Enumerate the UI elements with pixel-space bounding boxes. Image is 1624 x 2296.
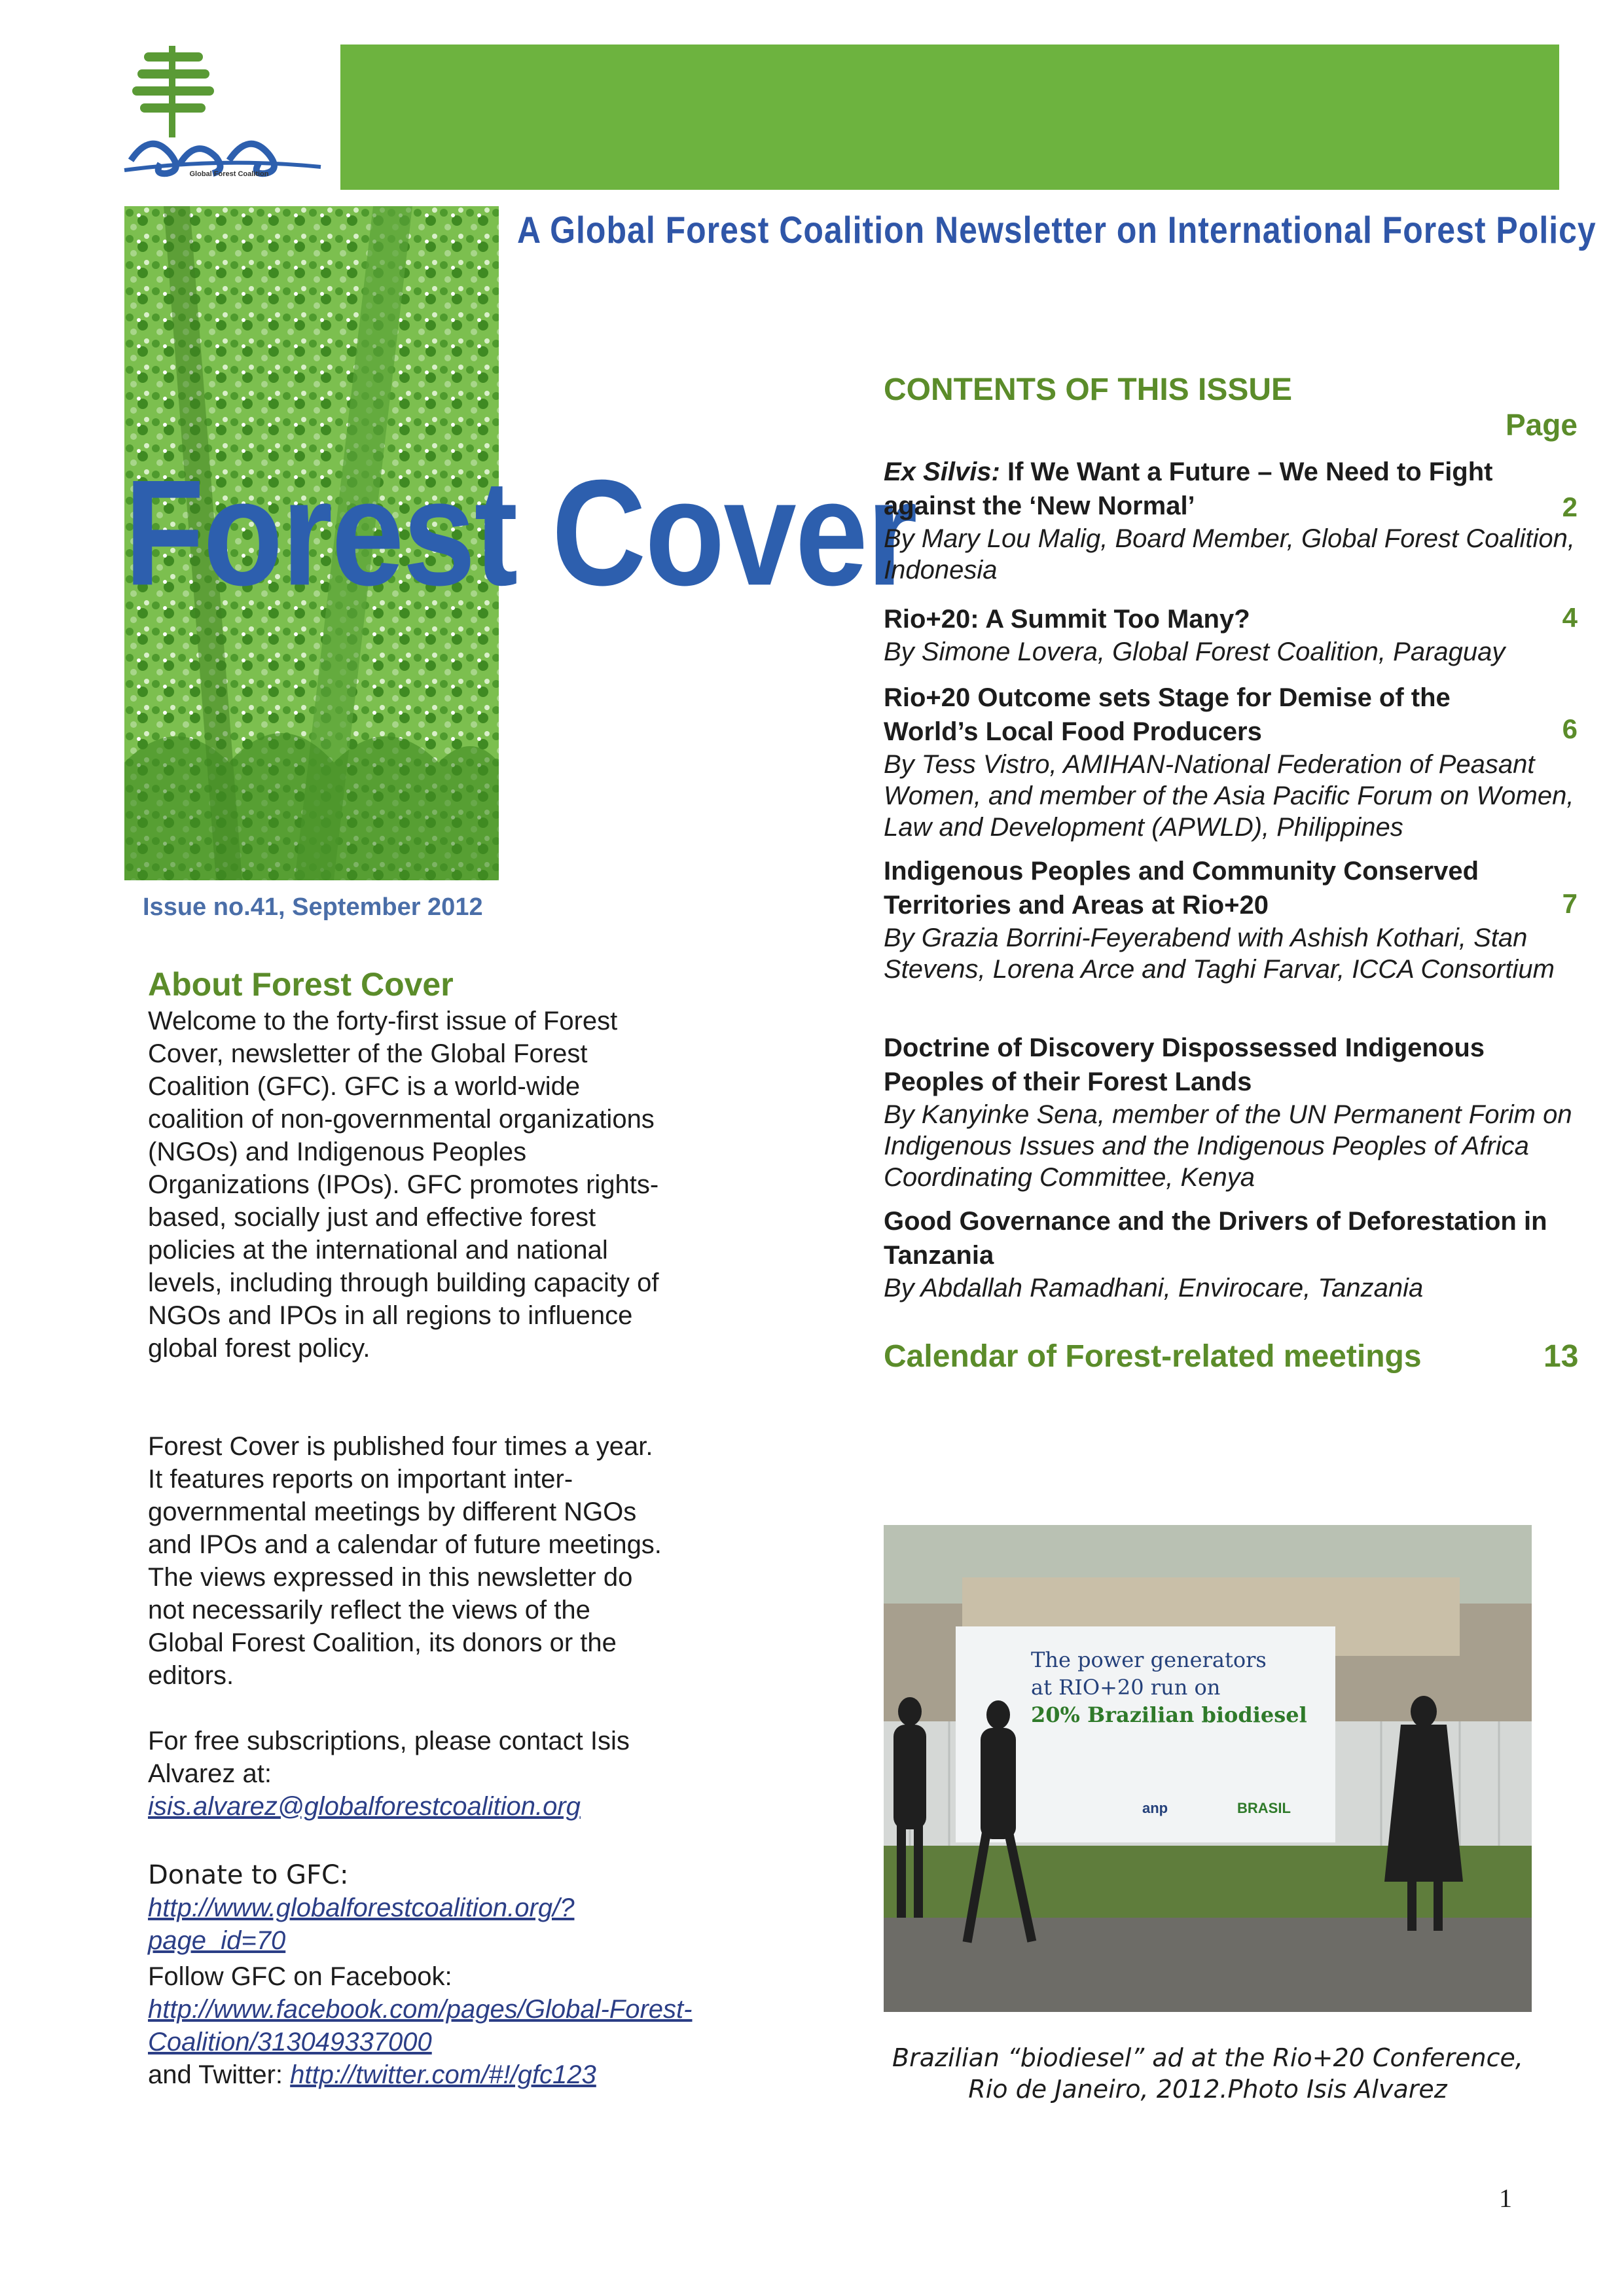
toc-item-page: 6 xyxy=(1562,713,1578,744)
toc-item-page: 2 xyxy=(1562,492,1578,522)
donate-block xyxy=(148,1859,672,1957)
toc-item-author: By Kanyinke Sena, member of the UN Permanent Forim on Indigenous Issues and the Indigenous Peoples of Africa Coordinating Committee, Kenya xyxy=(884,1100,1572,1192)
subscription-email-link[interactable]: isis.alvarez@globalforestcoalition.org xyxy=(148,1792,581,1821)
toc-item-4[interactable] xyxy=(884,854,1584,985)
toc-item-5[interactable] xyxy=(884,1031,1584,1193)
header-band xyxy=(340,45,1559,190)
toc-item-2[interactable] xyxy=(884,602,1584,668)
toc-item-title: Rio+20 Outcome sets Stage for Demise of the World’s Local Food Producers xyxy=(884,683,1451,746)
page-column-label: Page xyxy=(1506,408,1578,442)
toc-item-author: By Simone Lovera, Global Forest Coalition, Paraguay xyxy=(884,637,1506,666)
toc-item-page: 7 xyxy=(1562,888,1578,919)
facebook-link[interactable]: http://www.facebook.com/pages/Global-Forest-Coalition/313049337000 xyxy=(148,1995,693,2056)
calendar-page-number: 13 xyxy=(1543,1339,1579,1374)
photo-caption: Brazilian “biodiesel” ad at the Rio+20 Conference, Rio de Janeiro, 2012.Photo Isis Alvarez xyxy=(892,2043,1523,2104)
toc-item-author: By Grazia Borrini-Feyerabend with Ashish Kothari, Stan Stevens, Lorena Arce and Taghi Farvar, ICCA Consortium xyxy=(884,924,1555,984)
donate-label: Donate to GFC: xyxy=(148,1860,349,1890)
toc-item-3[interactable] xyxy=(884,681,1584,843)
about-heading: About Forest Cover xyxy=(148,966,454,1003)
twitter-line xyxy=(148,2058,672,2091)
toc-item-title: Rio+20: A Summit Too Many? xyxy=(884,605,1250,634)
twitter-link[interactable]: http://twitter.com/#!/gfc123 xyxy=(290,2060,596,2089)
toc-item-title: Doctrine of Discovery Dispossessed Indigenous Peoples of their Forest Lands xyxy=(884,1033,1485,1096)
twitter-label: and Twitter: xyxy=(148,2060,283,2089)
toc-item-1[interactable] xyxy=(884,455,1584,586)
logo-text: Global Forest Coalition xyxy=(189,170,269,178)
about-paragraph-1: Welcome to the forty-first issue of Forest Cover, newsletter of the Global Forest Coalition (GFC). GFC is a world-wide coalition of non-governmental organizations (NGOs) and Indigenous Peoples Organizations (IPOs). GFC promotes rights-based, socially just and effective forest policies at the international and national levels, including through building capacity of NGOs and IPOs in all regions to influence global forest policy. xyxy=(148,1007,659,1363)
about-paragraph-2: Forest Cover is published four times a year. It features reports on important inter-governmental meetings by different NGOs and IPOs and a calendar of future meetings. The views expressed in this newsletter do not necessarily reflect the views of the Global Forest Coalition, its donors or the editors. xyxy=(148,1432,662,1690)
biodiesel-ad-photo xyxy=(884,1525,1532,2012)
subscription-text: For free subscriptions, please contact Isis Alvarez at: xyxy=(148,1727,630,1788)
subscription-block xyxy=(148,1725,672,1823)
issue-label: Issue no.41, September 2012 xyxy=(143,893,483,921)
donate-link[interactable]: http://www.globalforestcoalition.org/?page_id=70 xyxy=(148,1893,575,1955)
toc-item-author: By Mary Lou Malig, Board Member, Global Forest Coalition, Indonesia xyxy=(884,524,1575,584)
facebook-label: Follow GFC on Facebook: xyxy=(148,1962,452,1991)
toc-item-title: Good Governance and the Drivers of Deforestation in Tanzania xyxy=(884,1207,1547,1270)
masthead-title: Forest Cover xyxy=(124,449,916,617)
toc-item-title: Ex Silvis: If We Want a Future – We Need to Fight against the ‘New Normal’ xyxy=(884,457,1493,520)
toc-item-page: 4 xyxy=(1562,602,1578,633)
sign-logo: anp xyxy=(1142,1800,1168,1816)
newsletter-tagline: A Global Forest Coalition Newsletter on International Forest Policy xyxy=(517,209,1597,251)
toc-item-author: By Abdallah Ramadhani, Envirocare, Tanzania xyxy=(884,1274,1424,1302)
toc-item-title: Indigenous Peoples and Community Conserved Territories and Areas at Rio+20 xyxy=(884,857,1479,920)
gfc-logo xyxy=(118,39,334,196)
sign-text: The power generators at RIO+20 run on 20% Brazilian biodiesel xyxy=(1031,1647,1307,1727)
page-number: 1 xyxy=(1499,2183,1512,2213)
calendar-heading[interactable]: Calendar of Forest-related meetings xyxy=(884,1339,1422,1374)
toc-item-6[interactable] xyxy=(884,1204,1584,1304)
follow-block xyxy=(148,1960,693,2091)
toc-item-author: By Tess Vistro, AMIHAN-National Federation of Peasant Women, and member of the Asia Pacific Forum on Women, Law and Development (APWLD), Philippines xyxy=(884,750,1574,842)
contents-heading: CONTENTS OF THIS ISSUE xyxy=(884,372,1293,407)
sign-brand: BRASIL xyxy=(1237,1800,1291,1816)
